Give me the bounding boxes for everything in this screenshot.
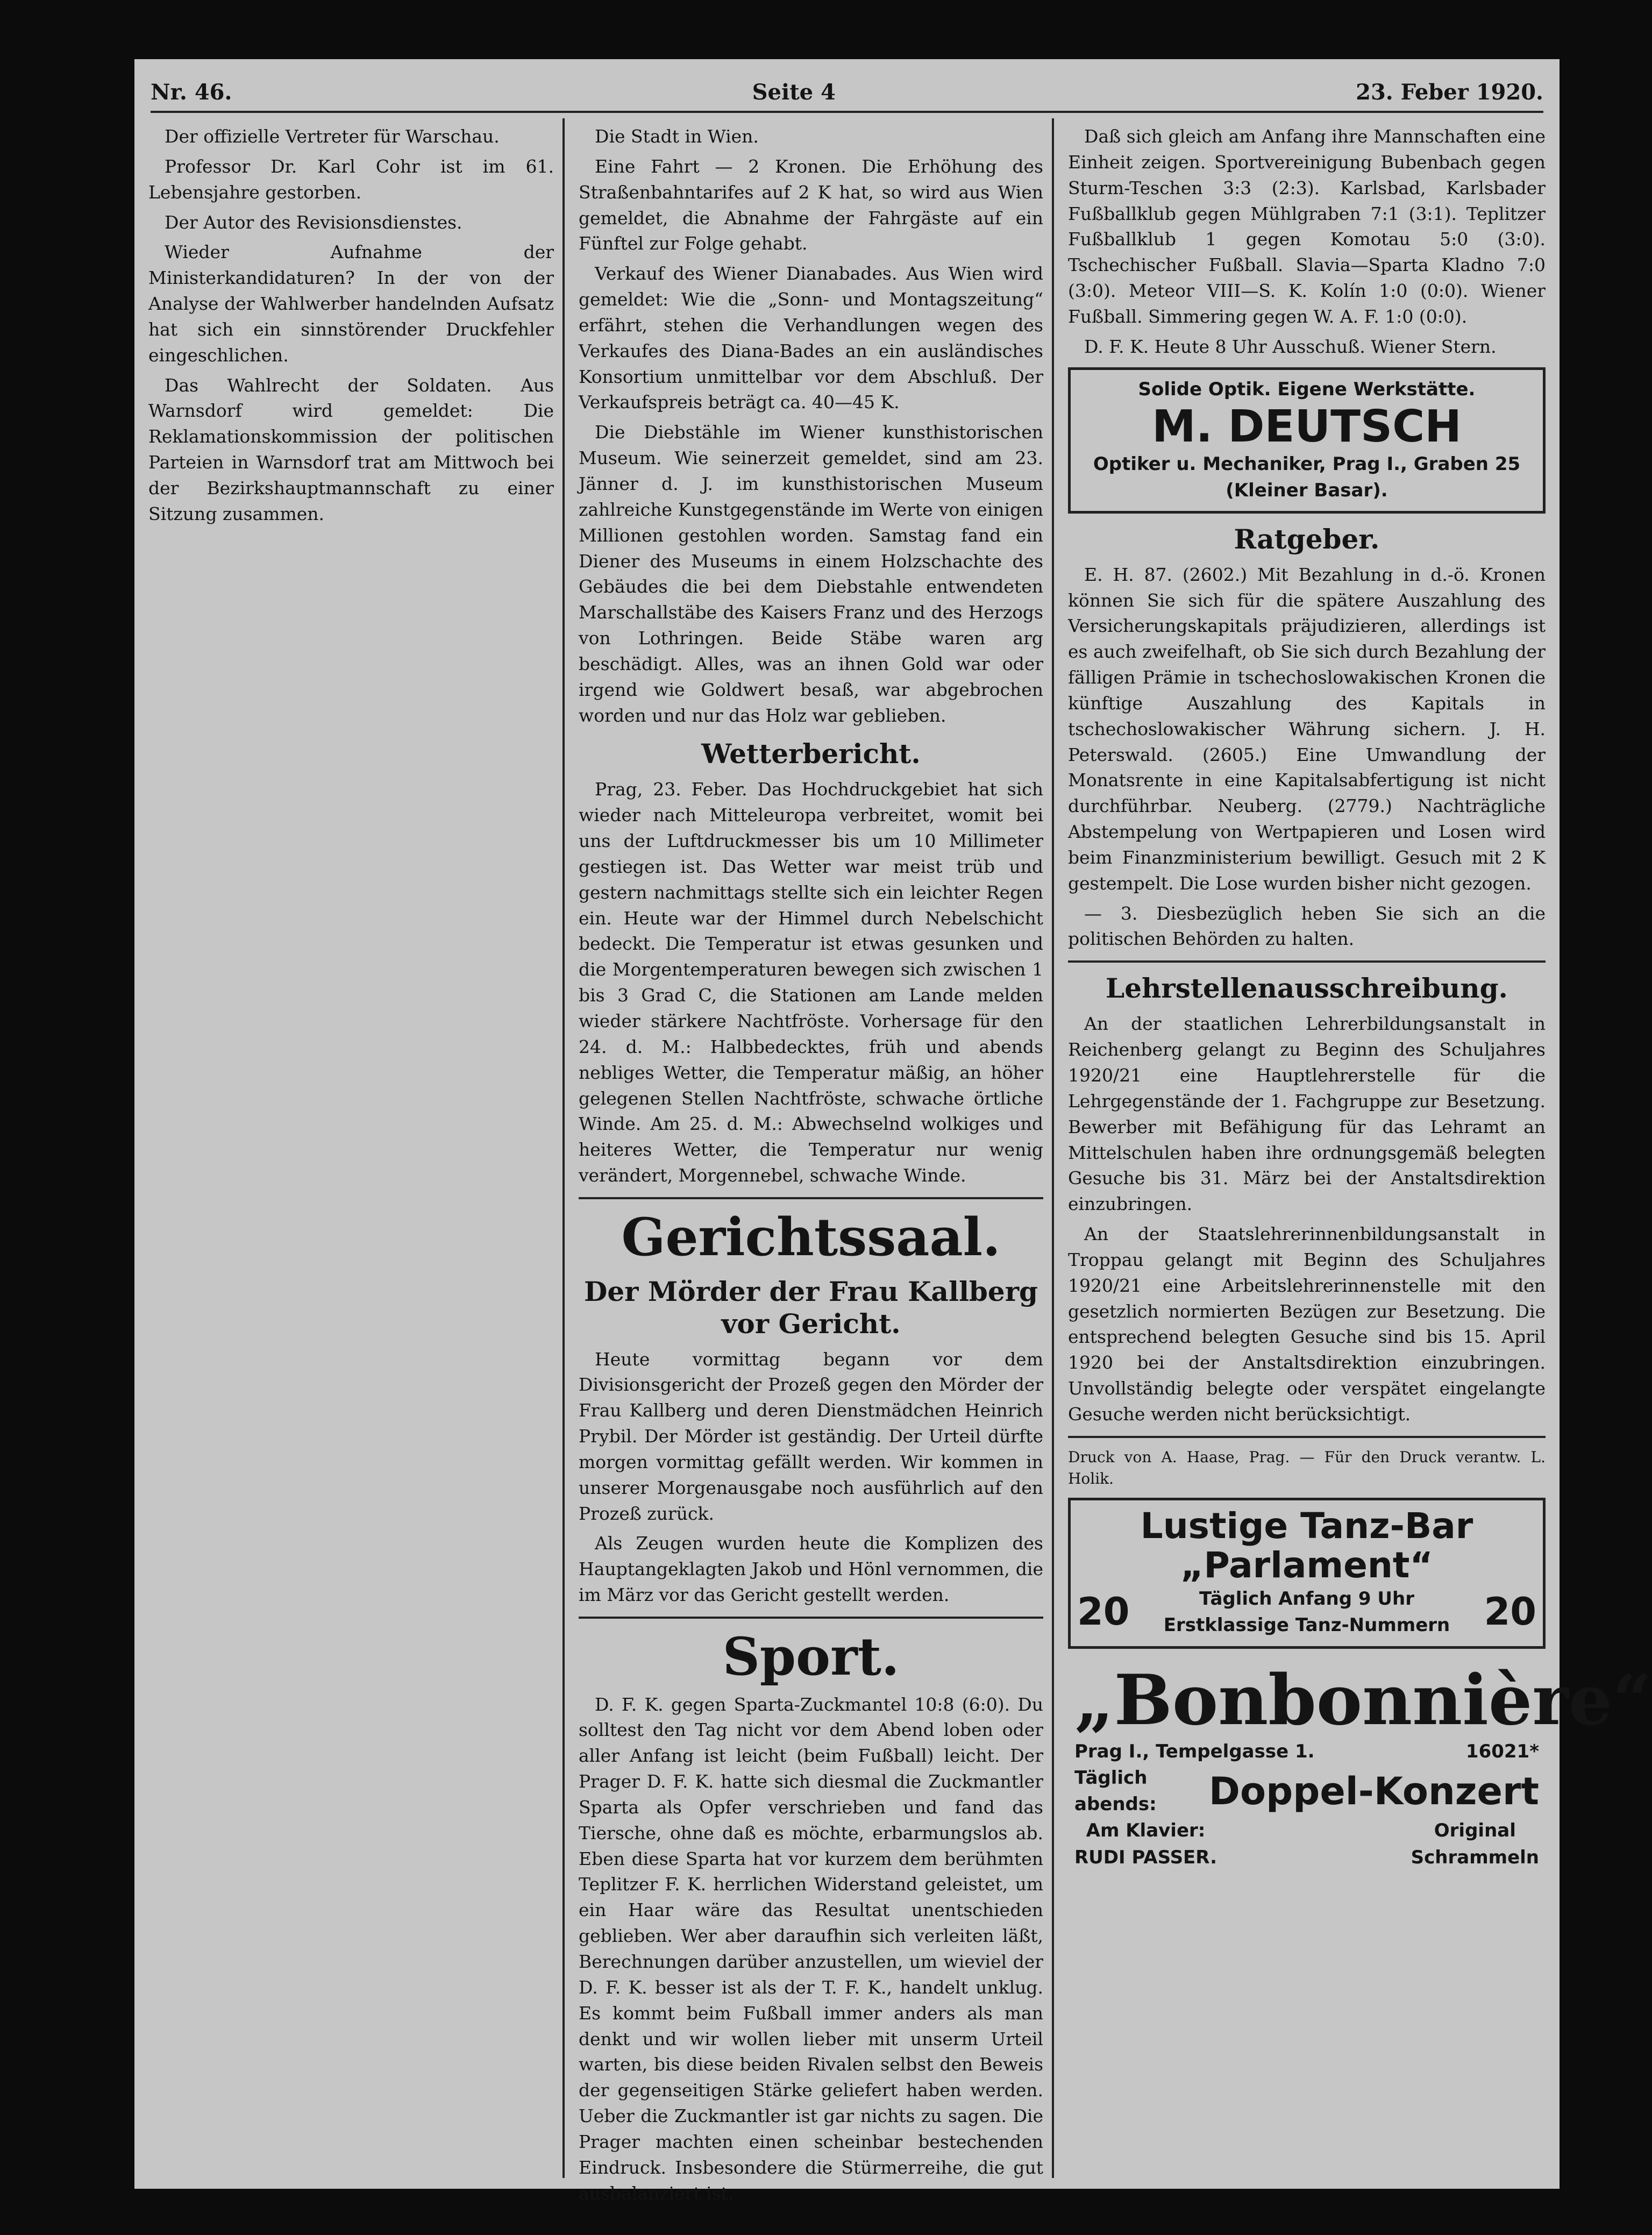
advert-label: Täglich abends: [1074,1767,1157,1816]
section-divider [579,1197,1043,1199]
article-paragraph: Die Diebstähle im Wiener kunsthistorischen Museum. Wie seinerzeit gemeldet, sind am 23. Jänner d. J. im kunsthistorischen Museum zahlreiche Kunstgegenstände im Werte von einigen Millionen gestohlen worden. Samstag fand ein Diener des Museums in einem Holzschachte des Gebäudes die bei dem Diebstahle entwendeten Marschallstäbe des Kaisers Franz und des Herzogs von Lothringen. Beide Stäbe waren arg beschädigt. Alles, was an ihnen Gold war oder irgend wie Goldwert besaß, war abgebrochen worden und nur das Holz war geblieben. [579,422,1043,726]
court-subheading: Der Mörder der Frau Kallberg vor Gericht. [583,1275,1038,1340]
advert-tagline: Solide Optik. Eigene Werkstätte. [1138,378,1476,400]
newspaper-page [134,59,1652,2204]
advice-text: E. H. 87. (2602.) Mit Bezahlung in d.-ö. Kronen können Sie sich für die spätere Auszahlung des Versicherungskapitals präjudizieren, allerdings ist es auch zweifelhaft, ob Sie sich durch Bezahlung der fälligen Prämie in tschechoslowakischen Kronen die künftige Auszahlung des Kapitals in tschechoslowakischer Währung sichern. J. H. Peterswald. (2605.) Eine Umwandlung der Monatsrente in eine Kapitalsabfertigung ist nicht durchführbar. Neuberg. (2779.) Nachträgliche Abstempelung von Wertpapieren und Losen wird beim Finanzministerium bewilligt. Gesuch mit 2 K gestempelt. Die Lose wurden bisher nicht gezogen. [1068,564,1546,894]
advice-heading: Ratgeber. [1234,523,1380,555]
court-report: Heute vormittag begann vor dem Divisionsgericht der Prozeß gegen den Mörder der Frau Kallberg und deren Dienstmädchen Heinrich Prybil. Der Mörder ist geständig. Der Urteil dürfte morgen vormittag gefällt werden. Wir kommen in unserer Morgenausgabe noch ausführlich auf den Prozeß zurück. [579,1348,1043,1524]
advert-artist: RUDI PASSER. [1074,1846,1217,1868]
column-right [1059,118,1652,2178]
section-divider [579,1617,1043,1619]
issue-date: 23. Feber 1920. [1356,79,1543,105]
weather-heading: Wetterbericht. [701,738,921,770]
court-heading: Gerichtssaal. [621,1206,1001,1268]
article-paragraph: Eine Fahrt — 2 Kronen. Die Erhöhung des Straßenbahntarifes auf 2 K hat, so wird aus Wien gemeldet, die Abnahme der Fahrgäste auf ein Fünftel zur Folge gehabt. [579,155,1043,254]
article-paragraph: Der Autor des Revisionsdienstes. [165,211,462,233]
jobs-text: An der staatlichen Lehrerbildungsanstalt in Reichenberg gelangt zu Beginn des Schuljahres 1920/21 eine Hauptlehrerstelle für die Lehrgegenstände der 1. Fachgruppe zur Besetzung. Bewerber mit Befähigung für das Lehramt an Mittelschulen haben ihre ordnungsgemäß belegten Gesuche bis 31. März bei der Anstaltsdirektion einzubringen. [1068,1013,1546,1215]
bonbonniere-advert [1068,1656,1652,1877]
advert-label: Am Klavier: [1086,1820,1206,1842]
column-middle [570,118,1054,2204]
article-paragraph: Professor Dr. Karl Cohr ist im 61. Lebensjahre gestorben. [148,155,554,203]
optician-advert [1068,367,1546,514]
article-paragraph: Das Wahlrecht der Soldaten. Aus Warnsdorf wird gemeldet: Die Reklamationskommission der politischen Parteien in Warnsdorf trat am Mittwoch bei der Bezirkshauptmannschaft zu einer Sitzung zusammen. [148,374,554,524]
tanzbar-advert [1068,1498,1546,1649]
court-report: Als Zeugen wurden heute die Komplizen des Hauptangeklagten Jakob und Hönl vernommen, die im März vor das Gericht gestellt werden. [579,1533,1043,1606]
imprint: Druck von A. Haase, Prag. — Für den Druck verantw. L. Holik. [1068,1448,1546,1488]
article-paragraph: Die Stadt in Wien. [595,126,759,147]
advert-number: 20 [1077,1590,1130,1634]
column-left [140,118,565,2178]
section-divider [1068,1436,1546,1438]
advert-label: Original [1434,1820,1516,1842]
advert-code: 16021* [1465,1740,1539,1762]
article-paragraph: Wieder Aufnahme der Ministerkandidaturen? In der von der Analyse der Wahlwerber handelnden Aufsatz hat sich ein sinnstörender Druckfehler eingeschlichen. [148,241,554,366]
sport-note: D. F. K. Heute 8 Uhr Ausschuß. Wiener Stern. [1084,336,1497,357]
jobs-text: An der Staatslehrerinnenbildungsanstalt in Troppau gelangt mit Beginn des Schuljahres 1920/21 eine Arbeitslehrerinnenstelle mit den gesetzlich normierten Bezügen zur Besetzung. Die entsprechend belegten Gesuche sind bis 15. April 1920 bei der Anstaltsdirektion einzubringen. Unvollständig belegte oder verspätet eingelangte Gesuche werden nicht berücksichtigt. [1068,1223,1546,1425]
advert-line: Erstklassige Tanz-Nummern [1163,1614,1450,1636]
page-header [151,73,1543,113]
sport-heading: Sport. [722,1626,900,1687]
advert-main: Doppel-Konzert [1208,1769,1539,1813]
sport-results: Daß sich gleich am Anfang ihre Mannschaften eine Einheit zeigen. Sportvereinigung Bubenbach gegen Sturm-Teschen 3:3 (2:3). Karlsbad, Karlsbader Fußballklub gegen Mühlgraben 7:1 (3:1). Teplitzer Fußballklub 1 gegen Komotau 5:0 (3:0). Tschechischer Fußball. Slavia—Sparta Kladno 7:0 (3:0). Meteor VIII—S. K. Kolín 1:0 (0:0). Wiener Fußball. Simmering gegen W. A. F. 1:0 (0:0). [1068,126,1546,327]
article-paragraph: Der offizielle Vertreter für Warschau. [165,126,500,147]
advert-title: Lustige Tanz-Bar „Parlament“ [1140,1505,1473,1586]
page-number: Seite 4 [752,79,836,105]
sport-report: D. F. K. gegen Sparta-Zuckmantel 10:8 (6:0). Du solltest den Tag nicht vor dem Abend loben oder aller Anfang ist leicht (beim Fußball) leicht. Der Prager D. F. K. hatte sich diesmal die Zuckmantler Sparta als Opfer verschrieben und fand das Tiersche, ohne daß es möchte, erbarmungslos ab. Eben diese Sparta hat vor kurzem dem berühmten Teplitzer F. K. herrlichen Widerstand geleistet, um ein Haar wäre das Resultat unentschieden geblieben. Wer aber daraufhin sich verleiten läßt, Berechnungen darüber anzustellen, um wieviel der D. F. K. besser ist als der T. F. K., handelt unklug. Es kommt beim Fußball immer anders als man denkt und wir wollen lieber mit unserm Urteil warten, bis diese beiden Rivalen selbst den Beweis der gegenseitigen Stärke geliefert haben werden. Ueber die Zuckmantler ist gar nichts zu sagen. Die Prager machten einen scheinbar bestechenden Eindruck. Insbesondere die Stürmerreihe, die gut ausbalanziert ist. [579,1693,1043,2204]
advert-note: (Kleiner Basar). [1226,480,1388,502]
issue-number: Nr. 46. [151,79,232,105]
jobs-heading: Lehrstellenausschreibung. [1106,972,1508,1005]
article-paragraph: Verkauf des Wiener Dianabades. Aus Wien wird gemeldet: Wie die „Sonn- und Montagszeitung“ erfährt, stehen die Verhandlungen wegen des Verkaufes des Diana-Bades an ein ausländisches Konsortium unmittelbar vor dem Abschluß. Der Verkaufspreis beträgt ca. 40—45 K. [579,263,1043,413]
advert-number: 20 [1484,1590,1536,1634]
advert-label: Schrammeln [1411,1846,1539,1868]
advert-name: M. DEUTSCH [1152,401,1462,452]
advice-text: — 3. Diesbezüglich heben Sie sich an die politischen Behörden zu halten. [1068,902,1546,950]
advert-title: „Bonbonnière“ [1074,1660,1652,1741]
advert-address: Prag I., Tempelgasse 1. [1074,1740,1315,1762]
section-divider [1068,960,1546,963]
advert-address: Optiker u. Mechaniker, Prag I., Graben 25 [1093,453,1521,475]
weather-report: Prag, 23. Feber. Das Hochdruckgebiet hat sich wieder nach Mitteleuropa verbreitet, womit bei uns der Luftdruckmesser bis um 10 Millimeter gestiegen ist. Das Wetter war meist trüb und gestern nachmittags stellte sich ein leichter Regen ein. Heute war der Himmel durch Nebelschicht bedeckt. Die Temperatur ist etwas gesunken und die Morgentemperaturen bewegen sich zwischen 1 bis 3 Grad C, die Stationen am Lande melden wieder stärkere Nachtfröste. Vorhersage für den 24. d. M.: Halbbedecktes, früh und abends nebliges Wetter, die Temperatur mäßig, an höher gelegenen Stellen Nachtfröste, schwache örtliche Winde. Am 25. d. M.: Abwechselnd wolkiges und heiteres Wetter, die Temperatur nur wenig verändert, Morgennebel, schwache Winde. [579,779,1043,1186]
advert-line: Täglich Anfang 9 Uhr [1199,1588,1414,1610]
